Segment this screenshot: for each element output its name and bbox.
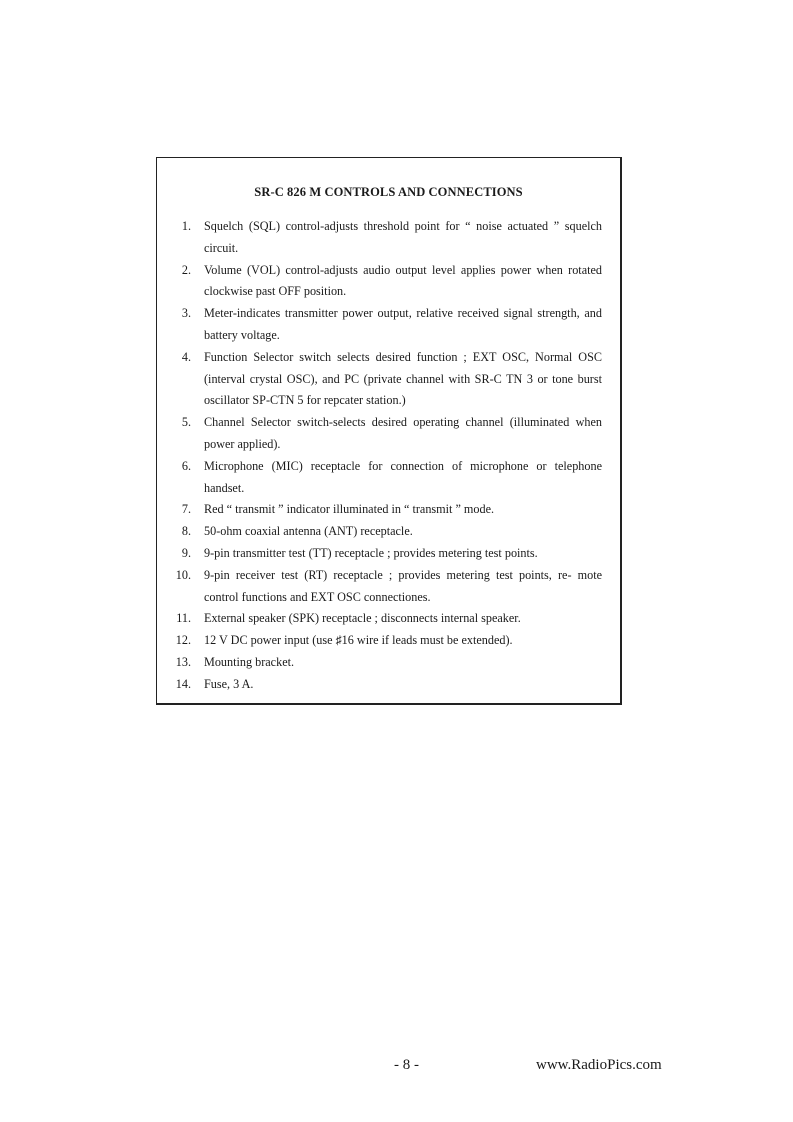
list-item-text: External speaker (SPK) receptacle ; disconnects internal speaker.	[204, 611, 521, 626]
list-item	[157, 303, 620, 347]
list-item-text: 9-pin receiver test (RT) receptacle ; provides metering test points, re- mote control functions and EXT OSC connectiones.	[204, 567, 602, 604]
list-item	[157, 521, 620, 543]
list-item-number: 13.	[175, 654, 191, 669]
list-item-text: Fuse, 3 A.	[204, 676, 254, 691]
list-item-text: 9-pin transmitter test (TT) receptacle ; provides metering test points.	[204, 545, 538, 560]
list-item-number: 8.	[181, 524, 191, 539]
list-item	[157, 630, 620, 652]
list-item-number: 2.	[181, 262, 191, 277]
list-item	[157, 216, 620, 260]
list-item-number: 1.	[181, 219, 191, 233]
list-item-number: 3.	[181, 306, 191, 321]
controls-box	[156, 157, 622, 705]
list-item	[157, 674, 620, 696]
list-item-number: 10.	[175, 567, 191, 582]
list-item-number: 5.	[181, 415, 191, 430]
list-item	[157, 412, 620, 456]
website-footer: www.RadioPics.com	[536, 1057, 662, 1073]
list-item-text: Volume (VOL) control-adjusts audio output level applies power when rotated clockwise past OFF position.	[204, 262, 602, 299]
list-item-text: Mounting bracket.	[204, 654, 295, 669]
list-item	[157, 499, 620, 521]
list-item-text: Channel Selector switch-selects desired operating channel (illuminated when power applied).	[204, 415, 602, 451]
list-item-number: 4.	[181, 349, 191, 364]
list-item-number: 11.	[176, 611, 191, 626]
controls-list	[157, 216, 620, 696]
list-item-text: Red “ transmit ” indicator illuminated in “ transmit ” mode.	[204, 502, 495, 517]
list-item	[157, 347, 620, 412]
list-item	[157, 652, 620, 674]
list-item-text: 50-ohm coaxial antenna (ANT) receptacle.	[204, 524, 413, 539]
list-item	[157, 608, 620, 630]
list-item-number: 12.	[175, 633, 191, 648]
list-item-number: 14.	[175, 676, 191, 691]
list-item-number: 7.	[181, 502, 191, 517]
list-item-text: Meter-indicates transmitter power output, relative received signal strength, and battery voltage.	[204, 306, 602, 342]
list-item-text: Function Selector switch selects desired function ; EXT OSC, Normal OSC (interval crystal OSC), and PC (private channel with SR-C TN 3 or tone burst oscillator SP-CTN 5 for repcater station.)	[204, 349, 602, 408]
list-item	[157, 456, 620, 500]
list-item-number: 6.	[181, 458, 191, 473]
list-item-text: Microphone (MIC) receptacle for connection of microphone or telephone handset.	[204, 458, 602, 495]
list-item-number: 9.	[181, 545, 191, 560]
list-item-text: Squelch (SQL) control-adjusts threshold point for “ noise actuated ” squelch circuit.	[204, 219, 602, 255]
list-item	[157, 260, 620, 304]
list-item	[157, 543, 620, 565]
section-title: SR-C 826 M CONTROLS AND CONNECTIONS	[254, 185, 523, 199]
list-item	[157, 565, 620, 609]
page-number: - 8 -	[394, 1057, 419, 1073]
list-item-text: 12 V DC power input (use ♯16 wire if leads must be extended).	[204, 633, 513, 648]
